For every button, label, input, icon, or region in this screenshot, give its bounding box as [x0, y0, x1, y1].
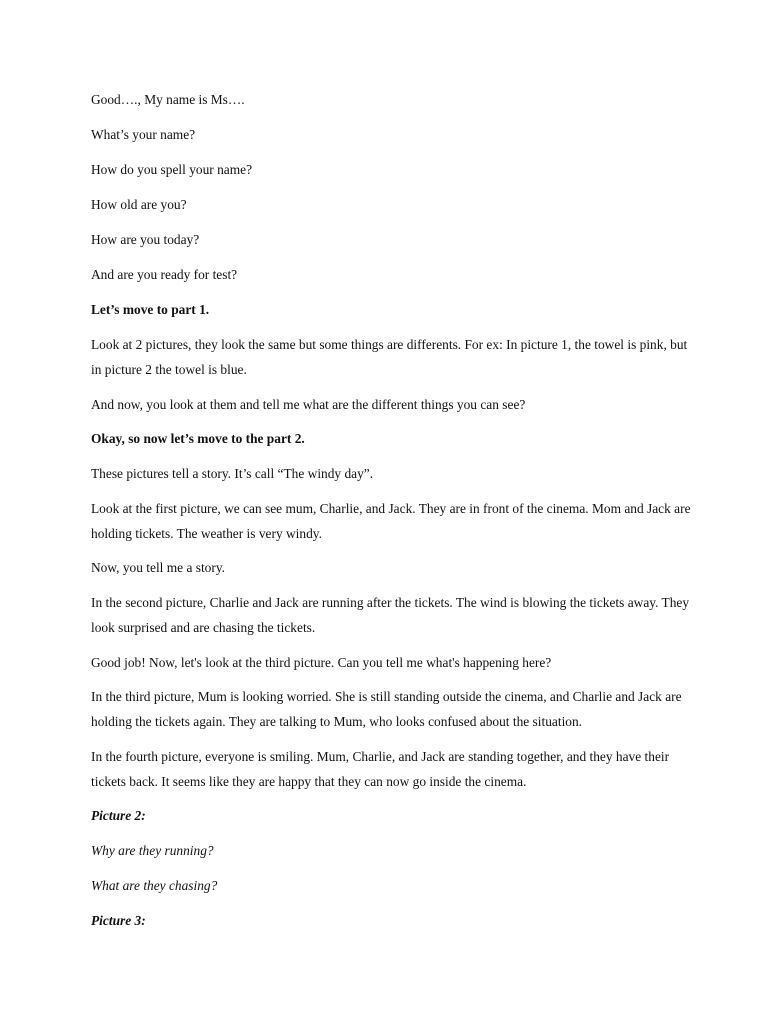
question-ready: And are you ready for test? — [91, 267, 238, 282]
question-how-are-you: How are you today? — [91, 232, 200, 247]
picture-2-question-running: Why are they running? — [91, 843, 214, 858]
question-name: What’s your name? — [91, 127, 196, 142]
question-spell-name: How do you spell your name? — [91, 162, 253, 177]
heading-part-2: Okay, so now let’s move to the part 2. — [91, 431, 305, 446]
question-age: How old are you? — [91, 197, 187, 212]
picture-2-question-chasing: What are they chasing? — [91, 878, 218, 893]
first-picture-description: Look at the first picture, we can see mum, Charlie, and Jack. They are in front of the cinema. Mom and Jack are holding tickets. The weather is very windy. — [91, 501, 691, 541]
part-1-question: And now, you look at them and tell me what are the different things you can see? — [91, 397, 526, 412]
heading-picture-2: Picture 2: — [91, 808, 146, 823]
heading-part-1: Let’s move to part 1. — [91, 302, 210, 317]
fourth-picture-description: In the fourth picture, everyone is smiling. Mum, Charlie, and Jack are standing together, and they have their tickets back. It seems like they are happy that they can now go inside the cinema. — [91, 749, 670, 789]
greeting-line: Good…., My name is Ms…. — [91, 92, 245, 107]
third-picture-description: In the third picture, Mum is looking worried. She is still standing outside the cinema, and Charlie and Jack are holding the tickets again. They are talking to Mum, who looks confused about the situation. — [91, 689, 682, 729]
story-prompt: Now, you tell me a story. — [91, 560, 226, 575]
story-intro: These pictures tell a story. It’s call “The windy day”. — [91, 466, 374, 481]
part-1-instructions: Look at 2 pictures, they look the same but some things are differents. For ex: In picture 1, the towel is pink, but in picture 2 the towel is blue. — [91, 337, 688, 377]
third-picture-prompt: Good job! Now, let's look at the third picture. Can you tell me what's happening here? — [91, 655, 552, 670]
heading-picture-3: Picture 3: — [91, 913, 146, 928]
second-picture-description: In the second picture, Charlie and Jack are running after the tickets. The wind is blowing the tickets away. They look surprised and are chasing the tickets. — [91, 595, 690, 635]
